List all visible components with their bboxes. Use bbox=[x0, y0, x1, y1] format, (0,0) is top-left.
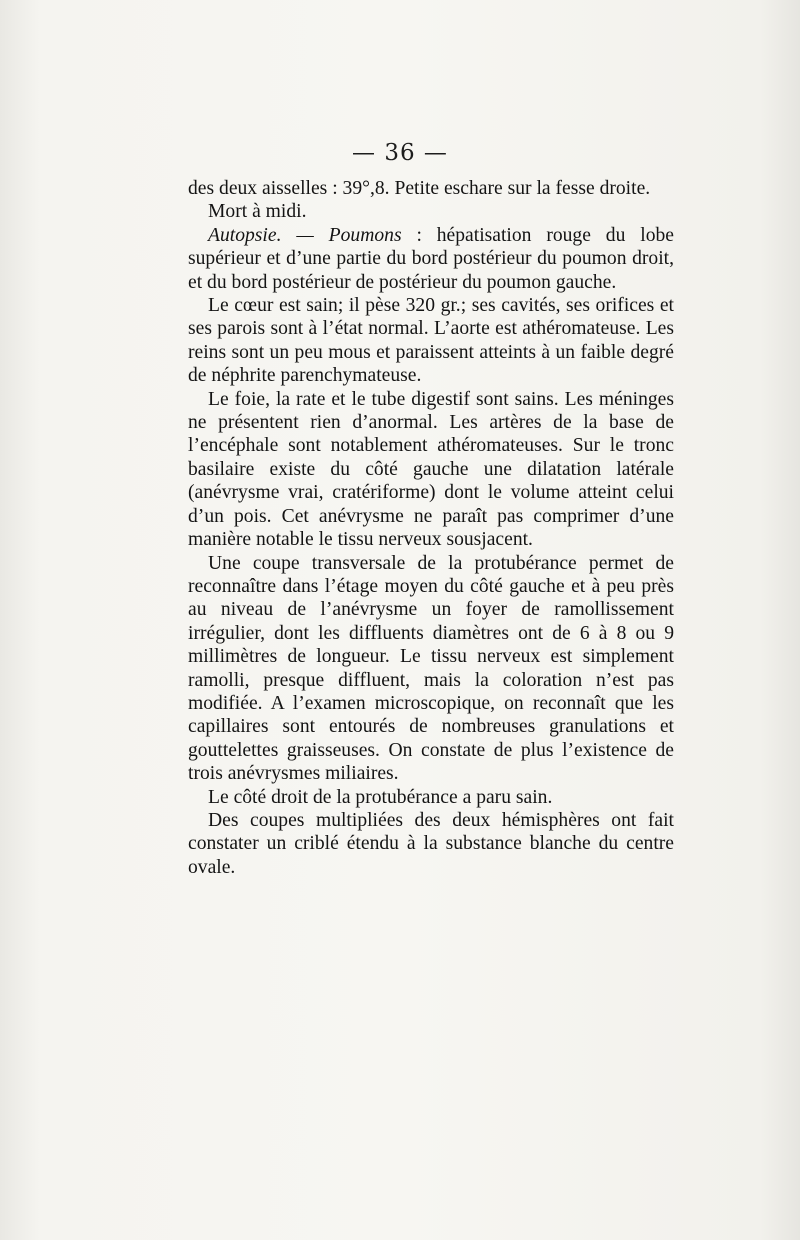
paragraph-right-side: Le côté droit de la protubérance a paru sain. bbox=[208, 786, 553, 808]
paragraph-heart: Le cœur est sain; il pèse 320 gr.; ses cavités, ses orifices et ses parois sont à l’état normal. L’aorte est athéromateuse. Les reins sont un peu mous et paraissent atteints à un faible degré de néphrite parenchymateuse. bbox=[188, 295, 674, 387]
paragraph-hemispheres: Des coupes multipliées des deux hémisphères ont fait constater un criblé étendu à la substance blanche du centre ovale. bbox=[188, 809, 674, 878]
paragraph-continuation: des deux aisselles : 39°,8. Petite eschare sur la fesse droite. bbox=[188, 178, 651, 199]
page-number: — 36 — bbox=[352, 140, 448, 166]
body-text bbox=[188, 177, 674, 879]
paragraph-protuberance: Une coupe transversale de la protubérance permet de reconnaître dans l’étage moyen du côté gauche et à peu près au niveau de l’anévrysme un foyer de ramollissement irrégulier, dont les diffluents diamètres ont de 6 à 8 ou 9 millimètres de longueur. Le tissu nerveux est simplement ramolli, presque diffluent, mais la coloration n’est pas modifiée. A l’examen microscopique, on reconnaît que les capillaires sont entourés de nombreuses granulations et gouttelettes graisseuses. On constate de plus l’existence de trois anévrysmes miliaires. bbox=[188, 552, 674, 785]
autopsy-text: : hépatisation rouge du lobe supérieur et d’une partie du bord postérieur du poumon droit, et du bord postérieur de postérieur du poumon gauche. bbox=[188, 224, 674, 293]
paragraph-death: Mort à midi. bbox=[208, 201, 307, 223]
paragraph-autopsy bbox=[188, 224, 674, 294]
paragraph-liver: Le foie, la rate et le tube digestif sont sains. Les méninges ne présentent rien d’anormal. Les artères de la base de l’encéphale sont notablement athéromateuses. Sur le tronc basilaire existe du côté gauche une dilatation latérale (anévrysme vrai, cratériforme) dont le volume atteint celui d’un pois. Cet anévrysme ne paraît pas comprimer d’une manière notable le tissu nerveux sousjacent. bbox=[188, 388, 674, 551]
autopsy-heading: Autopsie. — Poumons bbox=[208, 224, 402, 246]
